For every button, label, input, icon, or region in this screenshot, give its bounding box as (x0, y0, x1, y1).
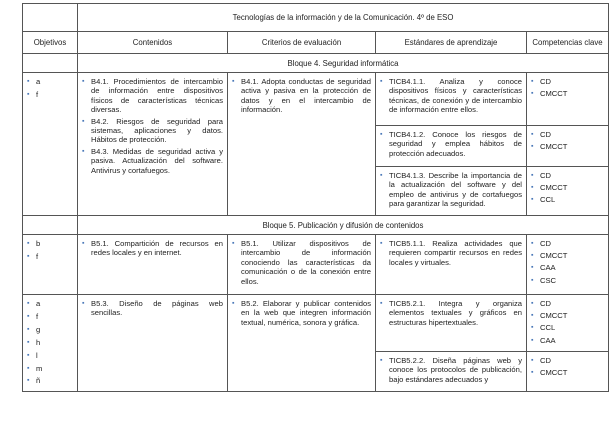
competencia-item: ▪ CD (531, 130, 604, 139)
estandar-item: ▪ TICB5.1.1. Realiza actividades que requieren compartir recursos en redes locales y virtuales. (380, 239, 522, 267)
competencia-item: ▪ CCL (531, 323, 604, 332)
contenido-item: ▪ B5.3. Diseño de páginas web sencillas. (82, 299, 223, 318)
competencias-cell (527, 235, 609, 295)
estandar-subcell (376, 352, 526, 390)
table-row (23, 235, 609, 295)
objetivos-cell (23, 295, 78, 392)
competencia-item: ▪ CMCCT (531, 183, 604, 192)
competencia-item: ▪ CMCCT (531, 89, 604, 98)
competencia-item: ▪ CD (531, 239, 604, 248)
competencia-item: ▪ CMCCT (531, 251, 604, 260)
block-title: Bloque 4. Seguridad informática (78, 54, 609, 73)
objetivo-item: ▪ m (27, 364, 73, 373)
estandares-cell (376, 235, 527, 295)
empty-block-cell (23, 216, 78, 235)
table-row (23, 73, 609, 216)
criterio-item: ▪ B5.1. Utilizar dispositivos de intercambio de información conociendo las características da comunicación o de la conexión entre ellos. (232, 239, 371, 286)
estandar-item: ▪ TICB5.2.2. Diseña páginas web y conoce los protocolos de publicación, bajo estándares adecuados y (380, 356, 522, 384)
competencia-item: ▪ CAA (531, 263, 604, 272)
header-criterios: Criterios de evaluación (228, 32, 376, 54)
objetivo-item: ▪ h (27, 338, 73, 347)
competencias-cell (527, 295, 609, 392)
competencia-item: ▪ CD (531, 171, 604, 180)
criterio-item: ▪ B5.2. Elaborar y publicar contenidos en la web que integren información textual, numérica, sonora y gráfica. (232, 299, 371, 327)
criterios-cell (228, 235, 376, 295)
contenidos-cell (78, 73, 228, 216)
objetivo-item: ▪ b (27, 239, 73, 248)
contenido-item: ▪ B4.3. Medidas de seguridad activa y pasiva. Actualización del software. Antivirus y cortafuegos. (82, 147, 223, 175)
estandares-cell (376, 295, 527, 392)
objetivo-item: ▪ ñ (27, 376, 73, 385)
competencias-subcell (527, 167, 608, 215)
competencia-item: ▪ CD (531, 77, 604, 86)
header-competencias: Competencias clave (527, 32, 609, 54)
objetivo-item: ▪ a (27, 299, 73, 308)
empty-corner-cell (23, 4, 78, 32)
competencia-item: ▪ CD (531, 299, 604, 308)
estandar-item: ▪ TICB4.1.1. Analiza y conoce dispositivos físicos y características técnicas, de conexión y de intercambio de información entre ellos. (380, 77, 522, 115)
criterios-cell (228, 73, 376, 216)
competencia-item: ▪ CMCCT (531, 311, 604, 320)
estandar-subcell (376, 167, 526, 215)
empty-block-cell (23, 54, 78, 73)
competencias-subcell (527, 352, 608, 390)
competencia-item: ▪ CD (531, 356, 604, 365)
competencia-item: ▪ CSC (531, 276, 604, 285)
objetivo-item: ▪ f (27, 90, 73, 99)
curriculum-table (22, 3, 609, 392)
objetivo-item: ▪ a (27, 77, 73, 86)
objetivo-item: ▪ f (27, 252, 73, 261)
objetivos-cell (23, 73, 78, 216)
table-row (23, 295, 609, 392)
objetivo-item: ▪ g (27, 325, 73, 334)
block-title: Bloque 5. Publicación y difusión de contenidos (78, 216, 609, 235)
estandares-cell (376, 73, 527, 216)
competencias-subcell (527, 126, 608, 167)
competencia-item: ▪ CMCCT (531, 368, 604, 377)
competencias-subcell (527, 73, 608, 126)
estandar-subcell (376, 73, 526, 126)
competencia-item: ▪ CCL (531, 195, 604, 204)
header-contenidos: Contenidos (78, 32, 228, 54)
objetivo-item: ▪ f (27, 312, 73, 321)
contenidos-cell (78, 295, 228, 392)
competencias-subcell (527, 295, 608, 352)
estandar-item: ▪ TICB5.2.1. Integra y organiza elementos textuales y gráficos en estructuras hipertextuales. (380, 299, 522, 327)
estandar-subcell (376, 126, 526, 167)
contenido-item: ▪ B4.2. Riesgos de seguridad para sistemas, aplicaciones y datos. Hábitos de protección. (82, 117, 223, 145)
objetivos-cell (23, 235, 78, 295)
contenido-item: ▪ B4.1. Procedimientos de intercambio de información entre dispositivos físicos de características técnicas diversas. (82, 77, 223, 115)
criterios-cell (228, 295, 376, 392)
estandar-item: ▪ TICB4.1.3. Describe la importancia de la actualización del software y del empleo de antivirus y de cortafuegos para garantizar la seguridad. (380, 171, 522, 209)
header-objetivos: Objetivos (23, 32, 78, 54)
contenidos-cell (78, 235, 228, 295)
competencias-cell (527, 73, 609, 216)
estandar-item: ▪ TICB4.1.2. Conoce los riesgos de seguridad y emplea hábitos de protección adecuados. (380, 130, 522, 158)
header-estandares: Estándares de aprendizaje (376, 32, 527, 54)
criterio-item: ▪ B4.1. Adopta conductas de seguridad activa y pasiva en la protección de datos y en el intercambio de información. (232, 77, 371, 115)
competencia-item: ▪ CMCCT (531, 142, 604, 151)
estandar-subcell (376, 295, 526, 352)
contenido-item: ▪ B5.1. Compartición de recursos en redes locales y en internet. (82, 239, 223, 258)
table-title: Tecnologías de la información y de la Comunicación. 4º de ESO (78, 4, 609, 32)
objetivo-item: ▪ l (27, 351, 73, 360)
competencia-item: ▪ CAA (531, 336, 604, 345)
